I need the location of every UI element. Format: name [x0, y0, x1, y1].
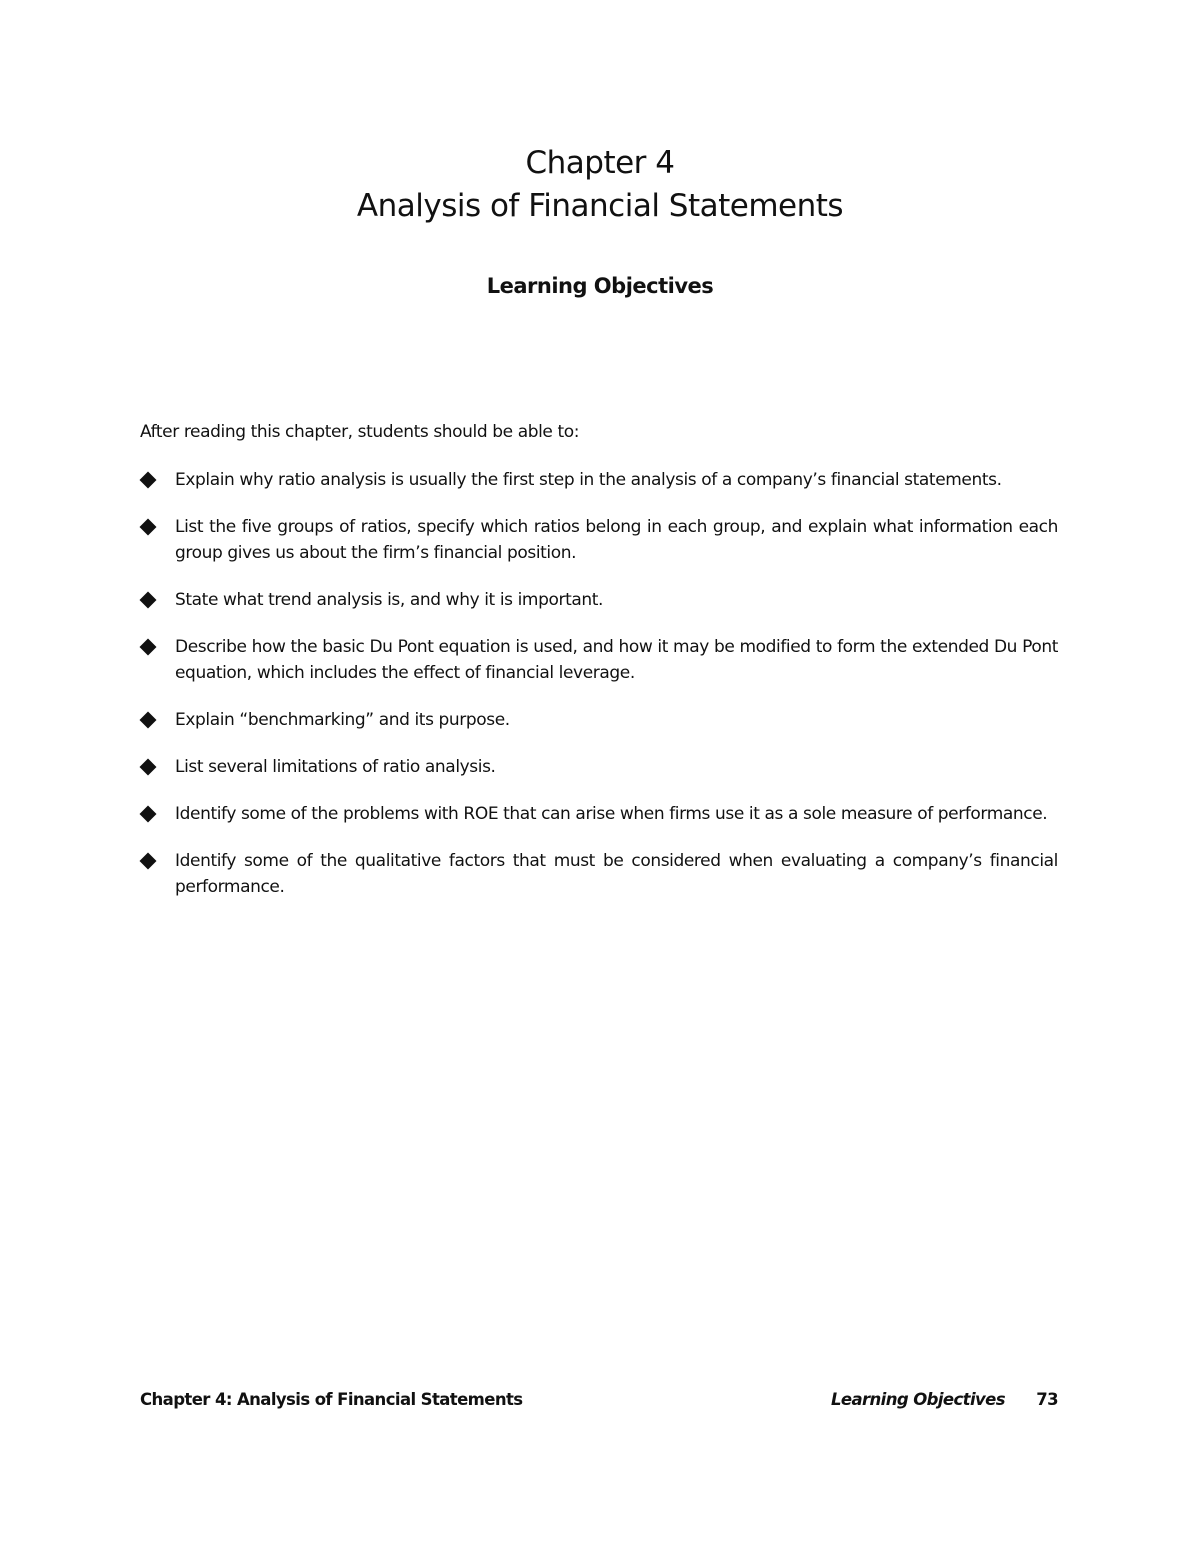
objective-text: Explain why ratio analysis is usually the first step in the analysis of a company’s financial statements. [175, 470, 1002, 490]
diamond-bullet-icon [140, 853, 157, 870]
footer-chapter-title: Chapter 4: Analysis of Financial Statements [140, 1390, 523, 1409]
objective-text: Identify some of the problems with ROE that can arise when firms use it as a sole measure of performance. [175, 804, 1048, 824]
objective-item [140, 634, 1058, 686]
page-number: 73 [1036, 1390, 1058, 1409]
objectives-list [140, 467, 1058, 921]
objective-item [140, 707, 1058, 733]
objective-text: List several limitations of ratio analysis. [175, 757, 496, 777]
objective-text: List the five groups of ratios, specify which ratios belong in each group, and explain what information each group gives us about the firm’s financial position. [175, 517, 1058, 563]
objective-text: Identify some of the qualitative factors that must be considered when evaluating a company’s financial performance. [175, 851, 1058, 897]
objective-item [140, 801, 1058, 827]
objective-item [140, 754, 1058, 780]
diamond-bullet-icon [140, 759, 157, 776]
objective-item [140, 848, 1058, 900]
chapter-title: Analysis of Financial Statements [356, 188, 844, 224]
diamond-bullet-icon [140, 472, 157, 489]
chapter-number: Chapter 4 [525, 145, 675, 181]
objective-text: Describe how the basic Du Pont equation is used, and how it may be modified to form the extended Du Pont equation, which includes the effect of financial leverage. [175, 637, 1058, 683]
objective-item [140, 587, 1058, 613]
diamond-bullet-icon [140, 806, 157, 823]
objective-item [140, 514, 1058, 566]
diamond-bullet-icon [140, 639, 157, 656]
objective-item [140, 467, 1058, 493]
objective-text: State what trend analysis is, and why it is important. [175, 590, 603, 610]
diamond-bullet-icon [140, 592, 157, 609]
diamond-bullet-icon [140, 712, 157, 729]
diamond-bullet-icon [140, 519, 157, 536]
intro-text: After reading this chapter, students should be able to: [140, 422, 580, 442]
footer-section-name: Learning Objectives [830, 1390, 1005, 1409]
page-footer [140, 1390, 1058, 1416]
section-heading: Learning Objectives [486, 274, 714, 298]
objective-text: Explain “benchmarking” and its purpose. [175, 710, 510, 730]
